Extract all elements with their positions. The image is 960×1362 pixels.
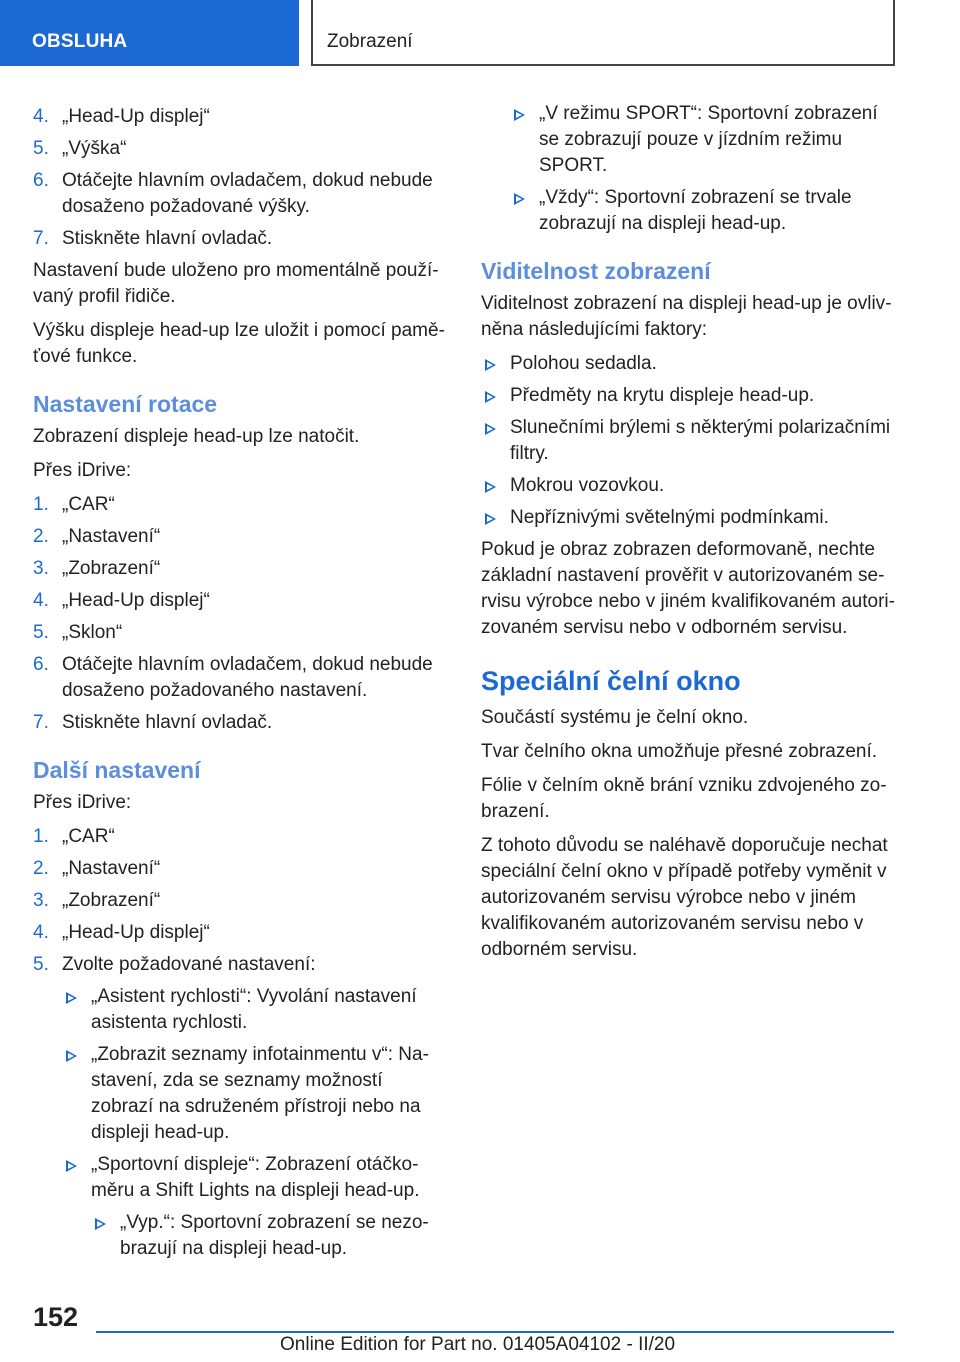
list-item: 5. Zvolte požadované nastavení: — [33, 954, 316, 975]
bullet-item: „Asistent rychlosti“: Vyvolání nastavení asistenta rychlosti. — [62, 984, 445, 1036]
list-item: 7. Stiskněte hlavní ovladač. — [33, 228, 273, 249]
windshield-p4: Z tohoto důvodu se naléhavě doporučuje nechat speciální čelní okno v případě potřeby vyměnit v autorizovaném servisu výrobce nebo v jiném kvalifikovaném autorizovaném servisu nebo v odborném servisu. — [481, 835, 888, 960]
right-column — [481, 101, 897, 971]
triangle-bullet-icon — [66, 992, 77, 1004]
triangle-bullet-icon — [485, 481, 496, 493]
list-item: 3. „Zobrazení“ — [33, 558, 161, 579]
chapter-tab — [311, 0, 895, 66]
triangle-bullet-icon — [485, 359, 496, 371]
profile-save-paragraph: Nastavení bude uloženo pro momentálně používaný profil řidiče. — [33, 260, 439, 307]
rotation-heading: Nastavení rotace — [33, 391, 218, 417]
list-item: 3. „Zobrazení“ — [33, 890, 161, 911]
triangle-bullet-icon — [66, 1050, 77, 1062]
list-item: 6. Otáčejte hlavním ovladačem, dokud nebude dosaženo požadovaného nastavení. — [33, 654, 433, 701]
triangle-bullet-icon — [485, 423, 496, 435]
footer-divider — [96, 1331, 894, 1333]
list-item: 7. Stiskněte hlavní ovladač. — [33, 712, 273, 733]
list-item: 5. „Sklon“ — [33, 622, 123, 643]
bullet-item: Nepříznivými světelnými podmínkami. — [481, 505, 897, 531]
list-item: 5. „Výška“ — [33, 138, 127, 159]
list-item: 4. „Head-Up displej“ — [33, 106, 210, 127]
rotation-intro: Zobrazení displeje head-up lze natočit. — [33, 426, 360, 447]
page-number: 152 — [33, 1302, 79, 1332]
section-title: OBSLUHA — [32, 31, 128, 52]
list-item: 2. „Nastavení“ — [33, 526, 161, 547]
chapter-title: Zobrazení — [327, 31, 413, 52]
bullet-item: „Zobrazit seznamy infotainmentu v“: Nastavení, zda se seznamy možností zobrazí na sdruženém přístroji nebo na displeji head-up. — [62, 1042, 445, 1146]
sub-bullet-item: „Vyp.“: Sportovní zobrazení se nezobrazují na displeji head-up. — [91, 1210, 445, 1262]
visibility-heading: Viditelnost zobrazení — [481, 258, 711, 284]
triangle-bullet-icon — [485, 513, 496, 525]
sub-bullet-item: „V režimu SPORT“: Sportovní zobrazení se zobrazují pouze v jízdním režimu SPORT. — [510, 101, 897, 179]
windshield-heading: Speciální čelní okno — [481, 666, 741, 696]
list-item: 4. „Head-Up displej“ — [33, 922, 210, 943]
triangle-bullet-icon — [66, 1160, 77, 1172]
memory-paragraph: Výšku displeje head-up lze uložit i pomocí paměťové funkce. — [33, 320, 445, 367]
list-item: 4. „Head-Up displej“ — [33, 590, 210, 611]
visibility-intro: Viditelnost zobrazení na displeji head-up je ovlivněna následujícími faktory: — [481, 293, 892, 340]
further-via: Přes iDrive: — [33, 792, 132, 813]
triangle-bullet-icon — [514, 193, 525, 205]
windshield-p2: Tvar čelního okna umožňuje přesné zobrazení. — [481, 741, 878, 762]
bullet-item: „Sportovní displeje“: Zobrazení otáčkoměru a Shift Lights na displeji head-up. — [62, 1152, 445, 1204]
list-item: 2. „Nastavení“ — [33, 858, 161, 879]
further-settings-heading: Další nastavení — [33, 757, 201, 783]
bullet-item: Polohou sedadla. — [481, 351, 897, 377]
bullet-item: Slunečními brýlemi s některými polarizačními filtry. — [481, 415, 897, 467]
edition-footer: Online Edition for Part no. 01405A04102 - II/20 — [280, 1334, 676, 1355]
section-tab — [0, 0, 299, 66]
sub-bullet-item: „Vždy“: Sportovní zobrazení se trvale zobrazují na displeji head-up. — [510, 185, 897, 237]
windshield-p3: Fólie v čelním okně brání vzniku zdvojeného zobrazení. — [481, 775, 887, 822]
rotation-via: Přes iDrive: — [33, 460, 132, 481]
visibility-outro: Pokud je obraz zobrazen deformovaně, nechte základní nastavení prověřit v autorizovaném servisu výrobce nebo v jiném kvalifikovaném autorizovaném servisu nebo v odborném servisu. — [481, 539, 895, 638]
list-item: 1. „CAR“ — [33, 494, 115, 515]
triangle-bullet-icon — [514, 109, 525, 121]
windshield-p1: Součástí systému je čelní okno. — [481, 707, 749, 728]
triangle-bullet-icon — [485, 391, 496, 403]
list-item: 6. Otáčejte hlavním ovladačem, dokud nebude dosaženo požadované výšky. — [33, 170, 433, 217]
bullet-item: Předměty na krytu displeje head-up. — [481, 383, 897, 409]
left-column — [33, 104, 445, 1268]
bullet-item: Mokrou vozovkou. — [481, 473, 897, 499]
triangle-bullet-icon — [95, 1218, 106, 1230]
list-item: 1. „CAR“ — [33, 826, 115, 847]
